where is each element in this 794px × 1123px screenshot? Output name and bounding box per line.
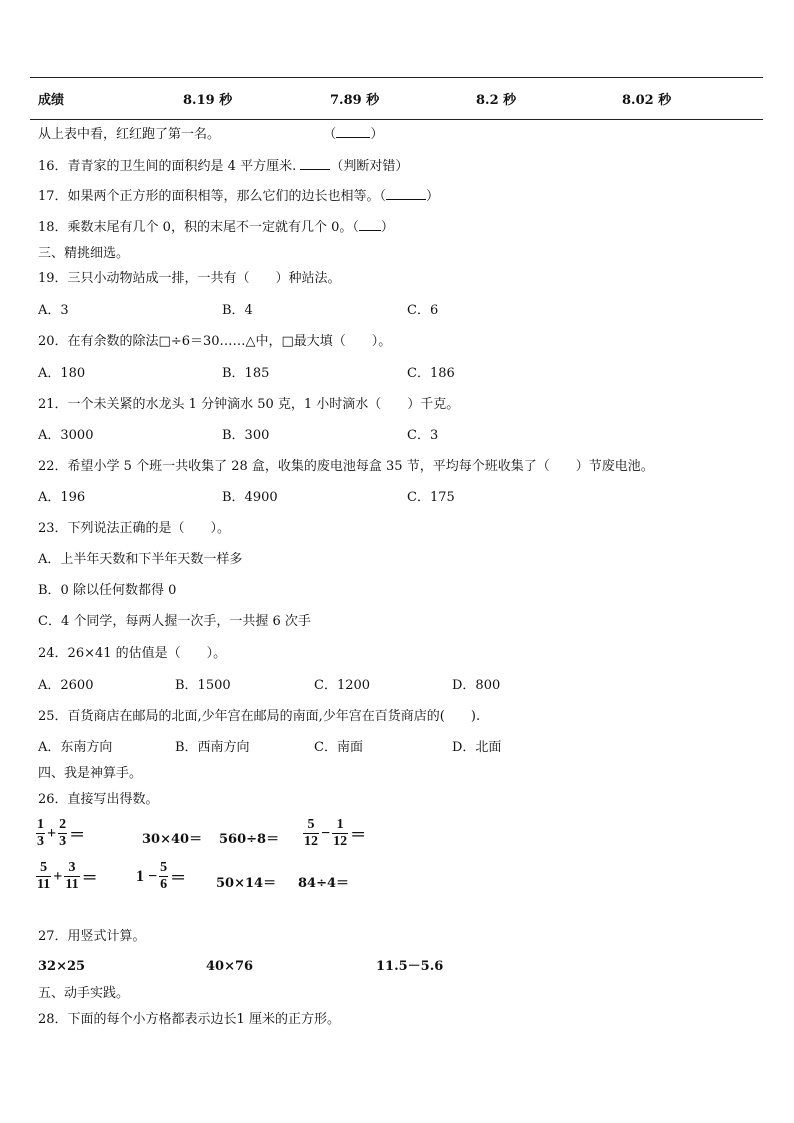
- option-22-b[interactable]: B．4900: [222, 490, 278, 505]
- option-19-b[interactable]: B．4: [222, 303, 253, 318]
- section-4-heading: 四、我是神算手。: [38, 766, 143, 781]
- question-18-tail: ）: [380, 220, 394, 235]
- question-15-statement: [38, 125, 383, 144]
- question-26: 26．直接写出得数。: [38, 792, 159, 807]
- calc-fraction-diff-1: $\frac{5}{12}$ − $\frac{1}{12}$ ＝: [304, 817, 367, 849]
- option-19-a[interactable]: A．3: [38, 303, 69, 318]
- option-21-b[interactable]: B．300: [222, 428, 270, 443]
- question-23: 23．下列说法正确的是（ ）。: [38, 521, 231, 536]
- option-25-c[interactable]: C．南面: [314, 740, 363, 755]
- question-24: 24．26×41 的估值是（ ）。: [38, 646, 227, 661]
- option-20-b[interactable]: B．185: [222, 366, 270, 381]
- option-20-a[interactable]: A．180: [38, 366, 86, 381]
- answer-paren-open: （: [323, 127, 337, 142]
- option-21-a[interactable]: A．3000: [38, 428, 94, 443]
- option-24-a[interactable]: A．2600: [38, 678, 94, 693]
- option-22-a[interactable]: A．196: [38, 490, 86, 505]
- table-cell-2: 7.89 秒: [330, 93, 380, 108]
- option-20-c[interactable]: C．186: [407, 366, 455, 381]
- calc-expression-3: 560÷8＝: [219, 832, 280, 847]
- question-18: [38, 218, 394, 237]
- vertical-calc-1: 32×25: [38, 959, 86, 974]
- question-16-tail: （判断对错）: [330, 159, 409, 174]
- option-23-c[interactable]: C．4 个同学，每两人握一次手，一共握 6 次手: [38, 614, 311, 629]
- question-17-text: 17．如果两个正方形的面积相等，那么它们的边长也相等。（: [38, 189, 387, 204]
- question-20: 20．在有余数的除法□÷6＝30……△中，□最大填（ ）。: [38, 334, 392, 349]
- question-21: 21．一个未关紧的水龙头 1 分钟滴水 50 克，1 小时滴水（ ）千克。: [38, 397, 460, 412]
- question-15-text: 从上表中看，红红跑了第一名。: [38, 127, 221, 142]
- question-25: 25．百货商店在邮局的北面,少年宫在邮局的南面,少年宫在百货商店的( ).: [38, 709, 481, 724]
- question-17: [38, 187, 439, 206]
- option-23-b[interactable]: B．0 除以任何数都得 0: [38, 583, 177, 598]
- table-label: 成绩: [38, 93, 65, 108]
- option-19-c[interactable]: C．6: [407, 303, 439, 318]
- option-23-a[interactable]: A．上半年天数和下半年天数一样多: [38, 552, 243, 567]
- question-27: 27．用竖式计算。: [38, 929, 146, 944]
- calc-fraction-sum-1: $\frac{1}{3}$ + $\frac{2}{3}$ ＝: [37, 817, 86, 849]
- results-table-row: [30, 77, 763, 120]
- calc-fraction-sum-2: $\frac{5}{11}$ + $\frac{3}{11}$ ＝: [37, 860, 98, 892]
- question-19: 19．三只小动物站成一排，一共有（ ）种站法。: [38, 271, 341, 286]
- option-24-c[interactable]: C．1200: [314, 678, 371, 693]
- option-25-a[interactable]: A．东南方向: [38, 740, 113, 755]
- option-21-c[interactable]: C．3: [407, 428, 439, 443]
- question-18-text: 18．乘数末尾有几个 0，积的末尾不一定就有几个 0。（: [38, 220, 359, 235]
- question-22: 22．希望小学 5 个班一共收集了 28 盒，收集的废电池每盒 35 节，平均每个班收集了（ ）节废电池。: [38, 459, 654, 474]
- question-28: 28．下面的每个小方格都表示边长1 厘米的正方形。: [38, 1012, 340, 1027]
- answer-blank[interactable]: [359, 218, 381, 231]
- calc-expression-8: 84÷4＝: [298, 876, 350, 891]
- vertical-calc-3: 11.5－5.6: [376, 959, 444, 974]
- calc-expression-2: 30×40＝: [142, 832, 203, 847]
- answer-paren-close: ）: [370, 127, 384, 142]
- option-24-d[interactable]: D．800: [452, 678, 501, 693]
- vertical-calc-2: 40×76: [206, 959, 254, 974]
- option-25-b[interactable]: B．西南方向: [175, 740, 250, 755]
- question-16-text: 16．青青家的卫生间的面积约是 4 平方厘米.: [38, 159, 297, 174]
- answer-blank[interactable]: [336, 125, 370, 138]
- answer-blank[interactable]: [386, 187, 426, 200]
- question-17-tail: ）: [426, 189, 440, 204]
- table-cell-4: 8.02 秒: [622, 93, 672, 108]
- section-5-heading: 五、动手实践。: [38, 986, 130, 1001]
- section-3-heading: 三、精挑细选。: [38, 246, 130, 261]
- option-24-b[interactable]: B．1500: [175, 678, 231, 693]
- table-cell-3: 8.2 秒: [476, 93, 517, 108]
- answer-blank[interactable]: [300, 157, 330, 170]
- table-cell-1: 8.19 秒: [183, 93, 233, 108]
- calc-expression-7: 50×14＝: [216, 876, 277, 891]
- calc-fraction-diff-2: 1 − $\frac{5}{6}$ ＝: [136, 860, 187, 892]
- option-25-d[interactable]: D．北面: [452, 740, 502, 755]
- question-16: [38, 157, 408, 176]
- option-22-c[interactable]: C．175: [407, 490, 455, 505]
